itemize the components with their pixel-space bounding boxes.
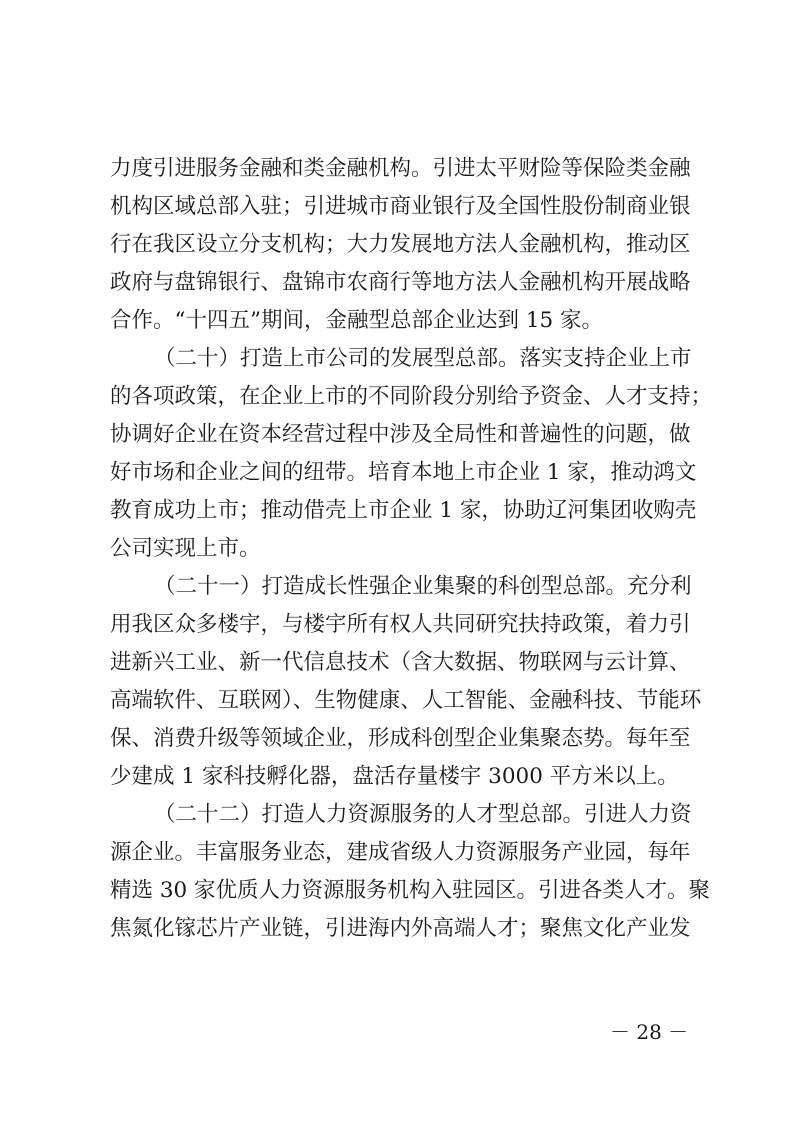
text-line-2: 机构区域总部入驻；引进城市商业银行及全国性股份制商业银	[110, 194, 691, 219]
text-line-5: 合作。“十四五”期间，金融型总部企业达到 15 家。	[110, 308, 604, 333]
text-line-9: 好市场和企业之间的纽带。培育本地上市企业 1 家，推动鸿文	[110, 460, 697, 485]
text-line-17: 少建成 1 家科技孵化器，盘活存量楼宇 3000 平方米以上。	[110, 764, 679, 789]
section-heading-22: （二十二）打造人力资源服务的人才型总部。引进人力资	[154, 802, 692, 827]
page-number: － 28 －	[610, 1020, 689, 1044]
text-line-10: 教育成功上市；推动借壳上市企业 1 家，协助辽河集团收购壳	[110, 498, 697, 523]
text-line-16: 保、消费升级等领域企业，形成科创型企业集聚态势。每年至	[110, 726, 691, 751]
text-line-3: 行在我区设立分支机构；大力发展地方法人金融机构，推动区	[110, 232, 691, 257]
text-line-11: 公司实现上市。	[110, 536, 261, 561]
text-line-21: 焦氮化镓芯片产业链，引进海内外高端人才；聚焦文化产业发	[110, 916, 691, 941]
section-heading-21: （二十一）打造成长性强企业集聚的科创型总部。充分利	[154, 574, 692, 599]
text-line-13: 用我区众多楼宇，与楼宇所有权人共同研究扶持政策，着力引	[110, 612, 691, 637]
text-line-1: 力度引进服务金融和类金融机构。引进太平财险等保险类金融	[110, 156, 691, 181]
text-line-14: 进新兴工业、新一代信息技术（含大数据、物联网与云计算、	[110, 650, 691, 675]
section-heading-20: （二十）打造上市公司的发展型总部。落实支持企业上市	[154, 346, 692, 371]
text-line-15: 高端软件、互联网）、生物健康、人工智能、金融科技、节能环	[110, 688, 702, 713]
text-line-20: 精选 30 家优质人力资源服务机构入驻园区。引进各类人才。聚	[110, 878, 711, 903]
text-line-7: 的各项政策，在企业上市的不同阶段分别给予资金、人才支持；	[110, 384, 713, 409]
text-line-8: 协调好企业在资本经营过程中涉及全局性和普遍性的问题，做	[110, 422, 691, 447]
text-line-4: 政府与盘锦银行、盘锦市农商行等地方法人金融机构开展战略	[110, 270, 691, 295]
text-line-19: 源企业。丰富服务业态，建成省级人力资源服务产业园，每年	[110, 840, 691, 865]
